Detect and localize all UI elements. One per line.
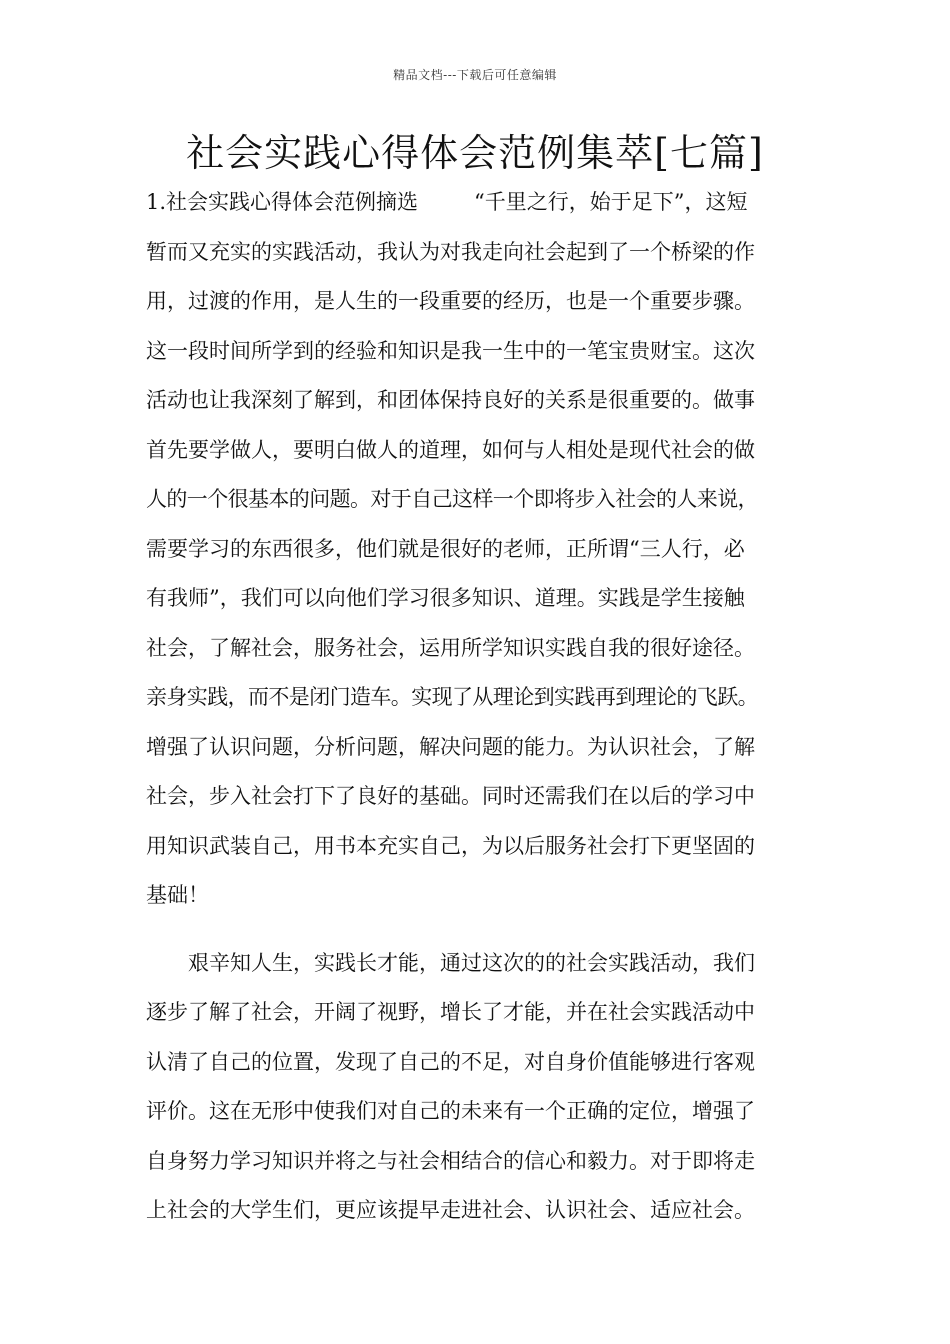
paragraph-2-line: 认清了自己的位置，发现了自己的不足，对自身价值能够进行客观 xyxy=(146,1049,755,1074)
paragraph-1-line: 首先要学做人，要明白做人的道理，如何与人相处是现代社会的做 xyxy=(146,437,755,462)
page-title: 社会实践心得体会范例集萃[七篇] xyxy=(186,131,764,175)
section-heading: 1.社会实践心得体会范例摘选 xyxy=(146,190,419,214)
paragraph-1-line: 人的一个很基本的问题。对于自己这样一个即将步入社会的人来说， xyxy=(146,487,758,511)
paragraph-1-line: 亲身实践，而不是闭门造车。实现了从理论到实践再到理论的飞跃。 xyxy=(146,685,758,709)
paragraph-1-line: 增强了认识问题，分析问题，解决问题的能力。为认识社会，了解 xyxy=(146,734,755,759)
paragraph-1-line: 这一段时间所学到的经验和知识是我一生中的一笔宝贵财宝。这次 xyxy=(146,338,755,363)
paragraph-1-line: 用知识武装自己，用书本充实自己，为以后服务社会打下更坚固的 xyxy=(146,833,755,858)
paragraph-1-line: 需要学习的东西很多，他们就是很好的老师，正所谓“三人行，必 xyxy=(146,536,745,561)
paragraph-1-line: 用，过渡的作用，是人生的一段重要的经历，也是一个重要步骤。 xyxy=(146,289,755,313)
document-body xyxy=(146,178,836,1236)
paragraph-2-line: 自身努力学习知识并将之与社会相结合的信心和毅力。对于即将走 xyxy=(146,1148,755,1173)
header-note: 精品文档---下载后可任意编辑 xyxy=(393,68,557,82)
paragraph-1-line: 有我师”，我们可以向他们学习很多知识、道理。实践是学生接触 xyxy=(146,586,745,610)
paragraph-2-line: 评价。这在无形中使我们对自己的未来有一个正确的定位，增强了 xyxy=(146,1099,755,1123)
paragraph-1-line-1 xyxy=(146,178,836,228)
paragraph-1-line: 暂而又充实的实践活动，我认为对我走向社会起到了一个桥梁的作 xyxy=(146,239,755,264)
paragraph-text: “千里之行，始于足下”，这短 xyxy=(474,190,748,214)
paragraph-spacer xyxy=(146,921,836,939)
paragraph-1-line: 活动也让我深刻了解到，和团体保持良好的关系是很重要的。做事 xyxy=(146,388,755,412)
paragraph-2-line: 艰辛知人生，实践长才能，通过这次的的社会实践活动，我们 xyxy=(188,950,755,975)
paragraph-2-line: 上社会的大学生们，更应该提早走进社会、认识社会、适应社会。 xyxy=(146,1198,755,1222)
paragraph-1-line: 社会，了解社会，服务社会，运用所学知识实践自我的很好途径。 xyxy=(146,635,755,660)
paragraph-1-line: 基础！ xyxy=(146,883,209,907)
paragraph-2-line: 逐步了解了社会，开阔了视野，增长了才能，并在社会实践活动中 xyxy=(146,1000,755,1024)
paragraph-1-line: 社会，步入社会打下了良好的基础。同时还需我们在以后的学习中 xyxy=(146,784,755,808)
